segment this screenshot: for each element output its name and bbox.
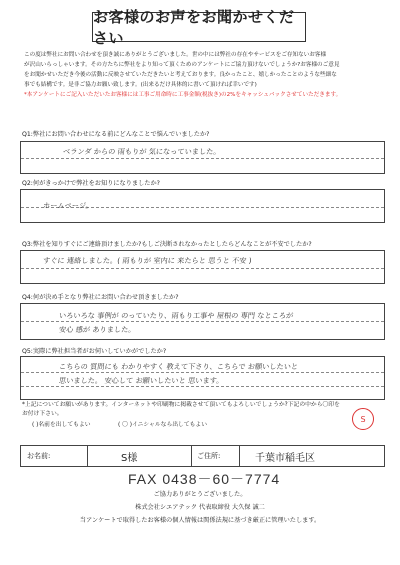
question-2-answer: ホームページ。 [42, 201, 94, 210]
question-3-label: Q3:弊社を知りすぐにご連絡頂けましたか?もしご決断されなかったとしたらどんなことが不安でしたか? [22, 241, 312, 248]
page-title: お客様のお声をお聞かせください [92, 12, 306, 42]
intro-line: この度は弊社にお問い合わせを頂き誠にありがとうございました。世の中には弊社の存在やサービスをご存知ないお客様 [24, 52, 327, 58]
question-2-answer-box [20, 189, 385, 223]
question-5-answer-line-1: こちらの 質問にも わかりやすく 教えて下さり、こちらで お願いしたいと [58, 362, 299, 371]
consent-request-cont: お付け下さい。 [22, 411, 63, 417]
privacy-notice: 当アンケートで取得したお客様の個人情報は関係法規に基づき厳正に管理いたします。 [79, 517, 321, 524]
question-1-answer: ベランダ からの 雨もりが 気になっていました。 [62, 147, 222, 156]
address-value: 千葉市稲毛区 [255, 452, 315, 464]
name-value: S様 [121, 452, 138, 464]
customer-info-row [20, 445, 385, 467]
question-4-answer-line-1: いろいろな 事例が のっていたり、雨もり工事や 屋根の 専門 なところが [58, 311, 294, 320]
consent-option-initials: ( 〇 )イニシャルなら出してもよい [118, 422, 208, 428]
question-3-answer: すぐに 連絡しました。( 雨もりが 室内に 来たらと 思うと 不安 ) [42, 256, 253, 265]
question-1-label: Q1:弊社にお問い合わせになる前にどんなことで悩んでいましたか? [22, 131, 210, 138]
question-5-label: Q5:実際に弊社担当者がお伺いしていかがでしたか? [22, 348, 167, 355]
question-4-label: Q4:何が決め手となり弊社にお問い合わせ頂きましたか? [22, 294, 179, 301]
approval-seal: S [352, 408, 374, 430]
question-4-answer-line-2: 安心 感が ありました。 [58, 325, 136, 334]
question-5-answer-box [20, 356, 385, 400]
intro-text [24, 51, 384, 101]
question-3-answer-box [20, 250, 385, 284]
cashback-note: *本アンケートにご記入いただいたお客様には工事ご用命時に工事金額(税抜き)の2%をキャッシュバックさせていただきます。 [24, 91, 342, 98]
question-5-answer-line-2: 思いました。 安心して お願いしたいと 思います。 [58, 376, 224, 385]
consent-request: *上記についてお願いがあります。インターネットや印刷物に掲載させて頂いてもよろしいでしょうか?下記の中から〇印を [22, 402, 340, 408]
address-label: ご住所: [197, 452, 221, 460]
question-2-label: Q2:何がきっかけで弊社をお知りになりましたか? [22, 180, 160, 187]
question-1-answer-box [20, 141, 385, 174]
thanks-text: ご協力ありがとうございました。 [153, 491, 247, 498]
intro-line: が沢山いらっしゃいます。その方たちに弊社をより知って頂くためのアンケートにご協力頂けないでしょうか?お客様のご意見 [24, 61, 340, 68]
fax-number: FAX 0438－60－7774 [128, 471, 281, 487]
intro-line: をお聞かせいただき今後の活動に反映させていただきたいと考えております。良かったこと、嬉しかったことのような些細な [24, 71, 337, 78]
consent-option-name: ( )名前を出してもよい [32, 422, 91, 428]
intro-line: 事でも結構です。是非ご協力お願い致します。(出来るだけ具体的に書いて頂ければ幸いです) [24, 81, 257, 88]
name-label: お名前: [27, 452, 51, 460]
company-info: 株式会社シエアテック 代表取締役 大久保 誠二 [135, 504, 265, 511]
question-4-answer-box [20, 303, 385, 340]
